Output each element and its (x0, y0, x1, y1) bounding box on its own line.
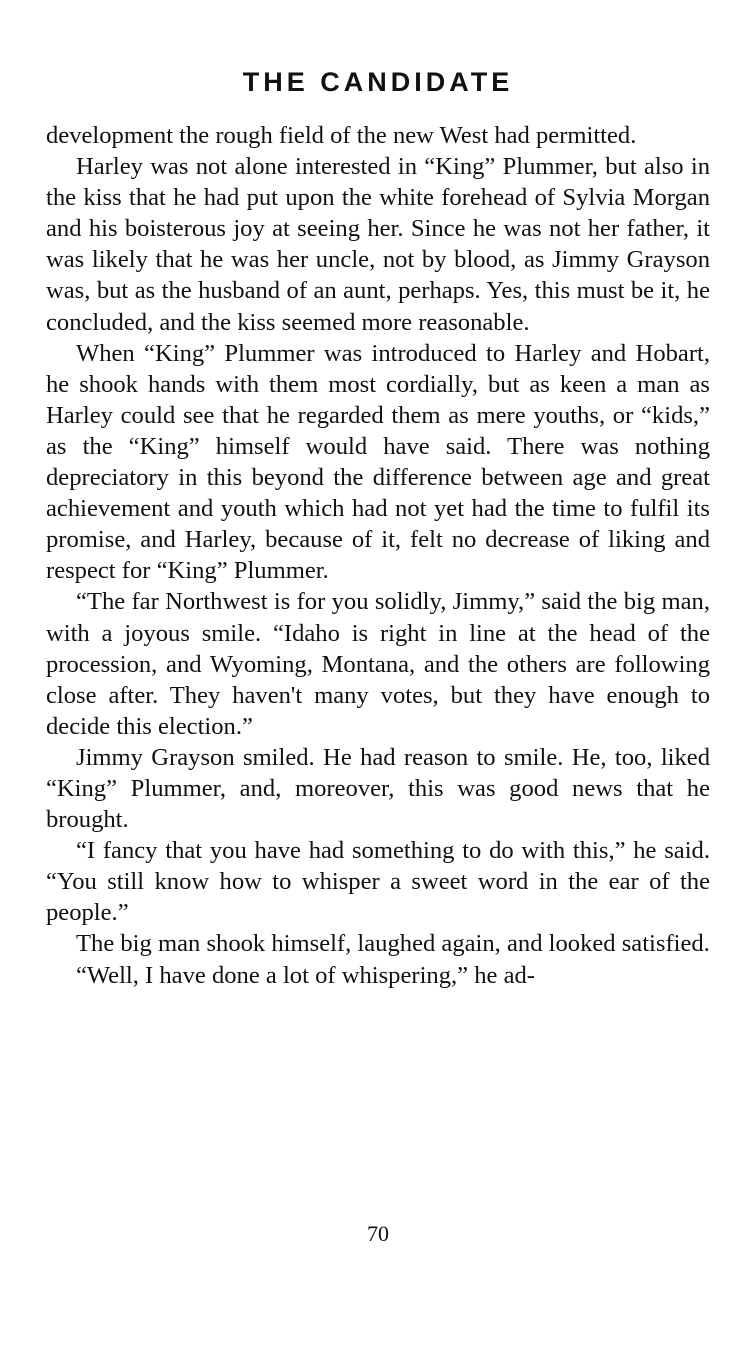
body-text (46, 120, 710, 991)
paragraph-continuation: development the rough field of the new West had permitted. (46, 122, 637, 149)
paragraph: When “King” Plummer was introduced to Harley and Hobart, he shook hands with them most cordially, but as keen a man as Harley could see that he regarded them as mere youths, or “kids,” as the “King” himself would have said. There was nothing depreciatory in this beyond the difference between age and great achievement and youth which had not yet had the time to fulfil its promise, and Harley, because of it, felt no decrease of liking and respect for “King” Plummer. (46, 339, 710, 585)
paragraph: “I fancy that you have had something to do with this,” he said. “You still know how to whisper a sweet word in the ear of the people.” (46, 837, 710, 927)
paragraph: “Well, I have done a lot of whispering,” he ad- (76, 961, 535, 989)
running-head: THE CANDIDATE (242, 67, 514, 97)
paragraph: Jimmy Grayson smiled. He had reason to smile. He, too, liked “King” Plummer, and, moreover, this was good news that he brought. (46, 743, 710, 834)
paragraph: The big man shook himself, laughed again, and looked satisfied. (76, 930, 710, 958)
page-number: 70 (367, 1221, 389, 1246)
paragraph: “The far Northwest is for you solidly, Jimmy,” said the big man, with a joyous smile. “Idaho is right in line at the head of the procession, and Wyoming, Montana, and the others are following close after. They haven't many votes, but they have enough to decide this election.” (46, 588, 710, 740)
paragraph: Harley was not alone interested in “King” Plummer, but also in the kiss that he had put upon the white forehead of Sylvia Morgan and his boisterous joy at seeing her. Since he was not her father, it was likely that he was her uncle, not by blood, as Jimmy Grayson was, but as the husband of an aunt, perhaps. Yes, this must be it, he concluded, and the kiss seemed more reasonable. (46, 153, 710, 336)
